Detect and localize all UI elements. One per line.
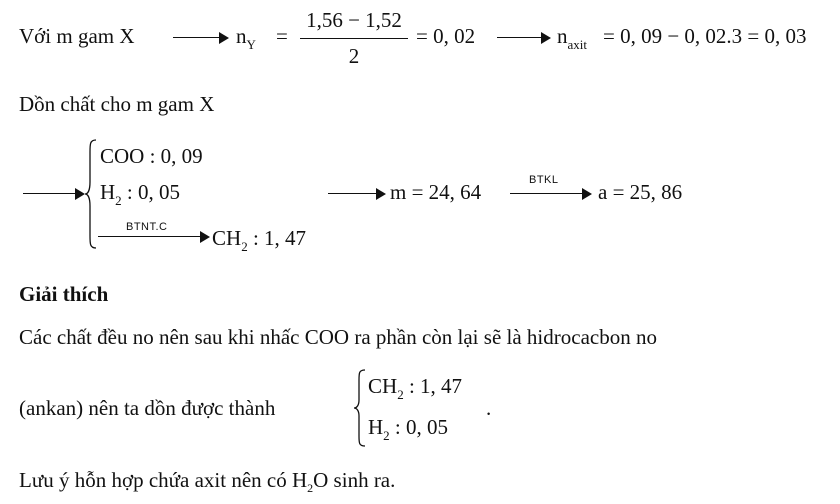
system1-row2: $H_2$ : 0, 05 bbox=[100, 180, 181, 208]
line2-text: Dồn chất cho m gam X bbox=[19, 92, 215, 116]
explain-line1: Các chất đều no nên sau khi nhấc COO ra phần còn lại sẽ là hidrocacbon no bbox=[19, 325, 657, 349]
explain-line2: (ankan) nên ta dồn được thành bbox=[19, 396, 276, 420]
m-equation: m = 24, 64 bbox=[390, 180, 482, 204]
note-line: Lưu ý hỗn hợp chứa axit nên có $H_2O$ sinh ra. bbox=[19, 468, 396, 495]
heading-giai-thich: Giải thích bbox=[19, 282, 109, 306]
equals-002: = 0, 02 bbox=[416, 24, 476, 48]
fraction-numerator: 1,56 − 1,52 bbox=[306, 8, 402, 32]
brace2-row1: $CH_2$ : 1, 47 bbox=[368, 374, 463, 402]
axit-result: = 0, 09 − 0, 02.3 = 0, 03 bbox=[603, 24, 807, 48]
brace2-dot: . bbox=[486, 396, 492, 420]
arrow-btkl bbox=[510, 188, 592, 200]
left-brace-2 bbox=[353, 368, 367, 448]
equals-1: = bbox=[276, 24, 288, 48]
arrow-1 bbox=[173, 32, 229, 44]
btkl-label: BTKL bbox=[529, 174, 559, 186]
fraction-denominator: 2 bbox=[348, 44, 360, 68]
fraction-bar bbox=[300, 38, 408, 39]
btnt-c-label: BTNT.C bbox=[126, 221, 168, 233]
arrow-btnt bbox=[98, 231, 210, 243]
arrow-3 bbox=[23, 188, 85, 200]
fraction bbox=[300, 8, 408, 66]
line1-prefix: Với m gam X bbox=[19, 24, 135, 48]
n-y: $n_Y$ bbox=[236, 24, 256, 52]
system1-row1: COO : 0, 09 bbox=[100, 144, 203, 168]
arrow-4 bbox=[328, 188, 386, 200]
brace2-row2: $H_2$ : 0, 05 bbox=[368, 415, 449, 443]
left-brace-1 bbox=[84, 138, 98, 250]
system1-row3: $CH_2$ : 1, 47 bbox=[212, 226, 307, 254]
arrow-2 bbox=[497, 32, 551, 44]
a-equation: a = 25, 86 bbox=[598, 180, 683, 204]
n-axit: $n_{axit}$ bbox=[557, 24, 587, 52]
